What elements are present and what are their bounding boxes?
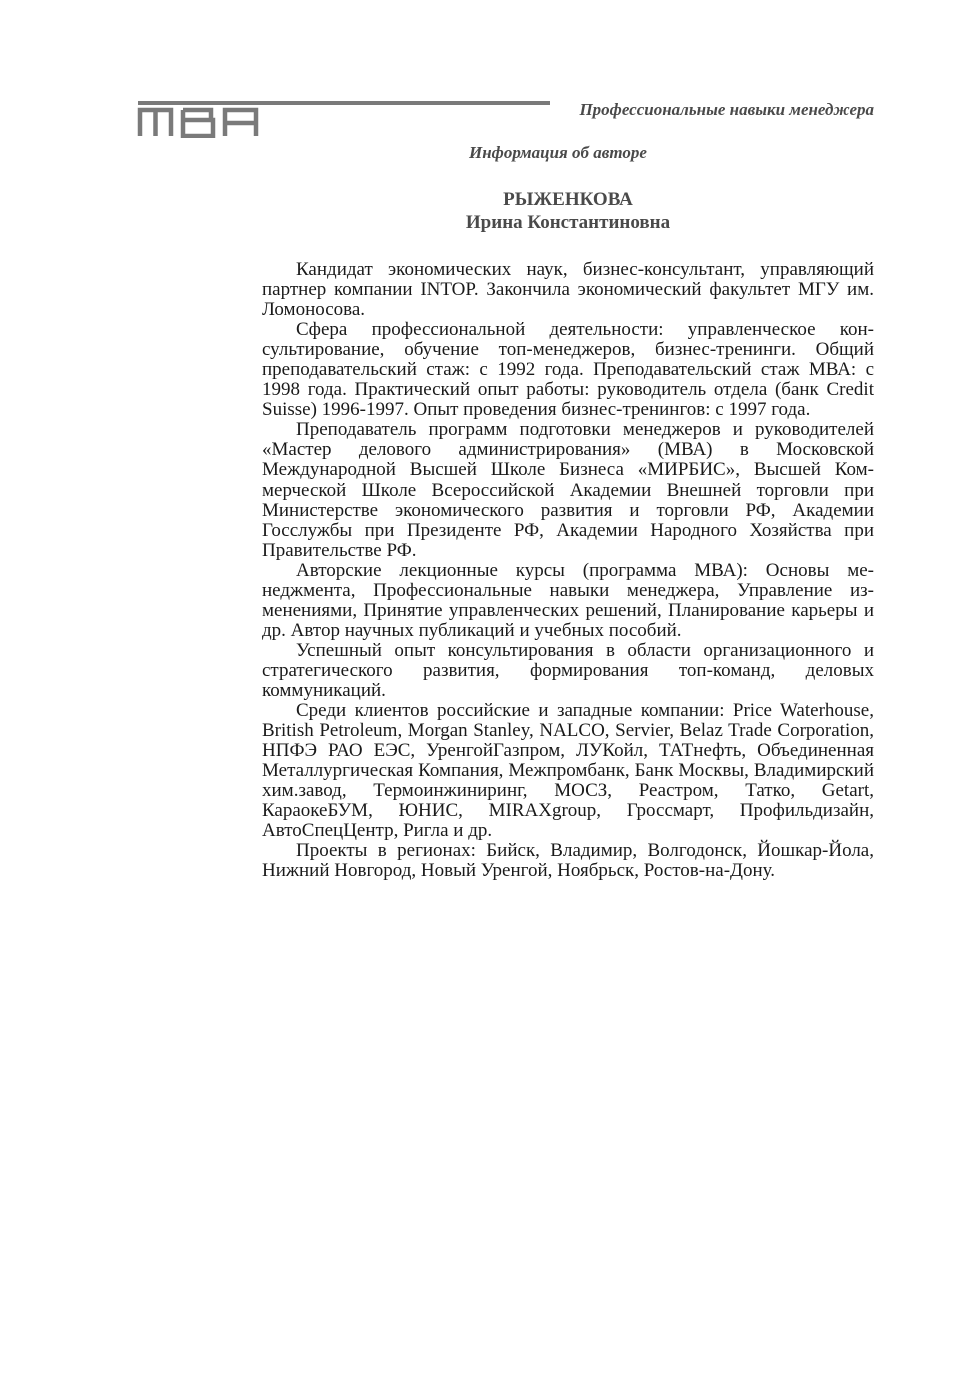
bio-paragraph: Кандидат экономических наук, бизнес-консультант, управляющий партнер компании INTOP. Закончила экономический факультет МГУ им. Ломоносова. [262, 259, 874, 321]
author-biography [262, 260, 874, 881]
bio-paragraph: Сфера профессиональной деятельности: управленческое консультирование, обучение топ-менеджеров, бизнес-тренинги. Общий преподавательский стаж: с 1992 года. Преподавательский стаж МВА: с 1998 года. Практический опыт работы: руководитель отдела (банк Credit Suisse) 1996-1997. Опыт проведения бизнес-тренингов: с 1997 года. [262, 319, 874, 421]
bio-paragraph: Преподаватель программ подготовки менеджеров и руководителей «Мастер делового администрирования» (МВА) в Московской Международной Высшей Школе Бизнеса «МИРБИС», Высшей Коммерческой Школе Всероссийской Академии Внешней торговли при Министерстве экономического развития и торговли РФ, Академии Госслужбы при Президенте РФ, Академии Народного Хозяйства при Правительстве РФ. [262, 419, 874, 561]
bio-paragraph: Среди клиентов российские и западные компании: Price Waterhouse, British Petroleum, Morgan Stanley, NALCO, Servier, Belaz Trade Corporation, НПФЭ РАО ЕЭС, УренгойГазпром, ЛУКойл, ТАТнефть, Объединенная Металлургическая Компания, Межпромбанк, Банк Москвы, Владимирский хим.завод, Термоинжиниринг, МОСЗ, Реастром, Татко, Getart, КараокеБУМ, ЮНИС, MIRAXgroup, Гроссмарт, Профильдизайн, АвтоСпецЦентр, Ригла и др. [262, 700, 874, 842]
bio-paragraph: Проекты в регионах: Бийск, Владимир, Волгодонск, Йошкар-Йола, Нижний Новгород, Новый Уренгой, Ноябрьск, Ростов-на-Дону. [262, 840, 874, 882]
bio-paragraph: Успешный опыт консультирования в области организационного и стратегического развития, формирования топ-команд, деловых коммуникаций. [262, 639, 874, 701]
author-surname: РЫЖЕНКОВА [503, 189, 633, 210]
bio-paragraph: Авторские лекционные курсы (программа МВА): Основы менеджмента, Профессиональные навыки менеджера, Управление изменениями, Принятие управленческих решений, Планирование карьеры и др. Автор научных публикаций и учебных пособий. [262, 559, 874, 641]
mba-logo [137, 104, 259, 138]
section-label: Информация об авторе [469, 143, 647, 162]
author-given-names: Ирина Константиновна [465, 212, 671, 233]
running-head: Профессиональные навыки менеджера [579, 100, 874, 119]
